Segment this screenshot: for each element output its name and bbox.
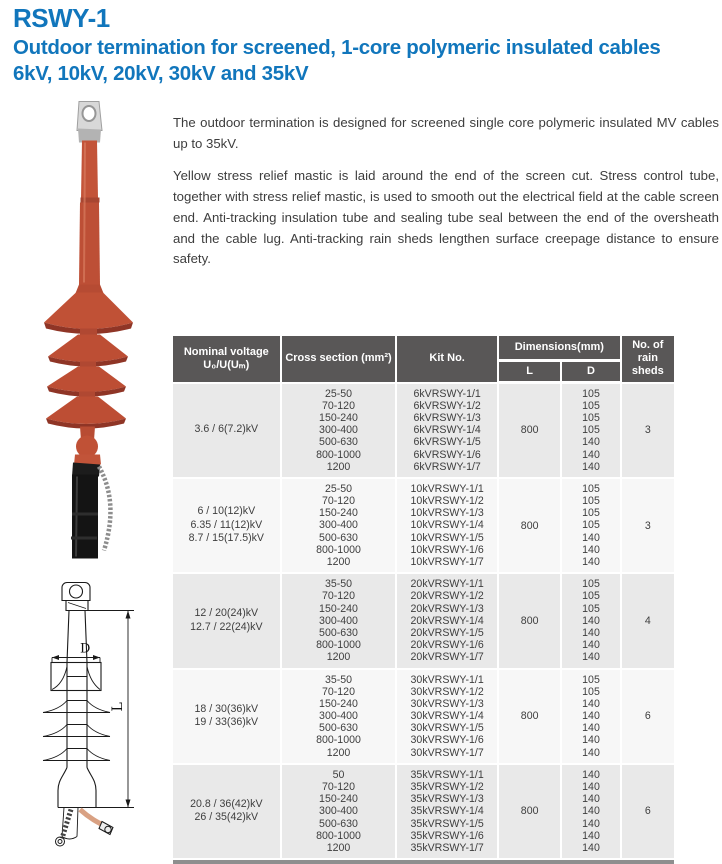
drawing-cables [56,808,114,847]
col-header-voltage [173,336,280,382]
table-line: 35-50 [324,578,353,591]
table-line: 150-240 [319,602,358,615]
table-line: 105 [582,411,600,424]
table-line: 140 [582,626,600,639]
table-line: 1200 [326,556,351,568]
table-line: 105 [582,507,600,520]
termination-body [44,141,133,465]
table-line: 105 [582,602,600,615]
dimension-d [52,655,100,663]
cross-section-cell [282,670,396,763]
table-line: 26 / 35(42)kV [194,811,259,824]
table-line: 300-400 [319,614,358,627]
col-header-dimensions: Dimensions(mm) [499,336,620,359]
table-line: 10kVRSWY-1/2 [410,495,484,508]
table-line: 6kVRSWY-1/6 [413,448,481,461]
rain-sheds-cell: 4 [622,574,674,667]
table-line: 140 [582,436,600,449]
col-header-l: L [499,362,560,381]
diameter-d-cell [562,384,619,477]
page-title-line1: Outdoor termination for screened, 1-core polymeric insulated cables [13,35,661,59]
table-line: 140 [582,543,600,556]
table-line: 35kVRSWY-1/5 [410,817,484,830]
table-line: 500-630 [319,436,358,449]
table-line: 70-120 [321,781,355,793]
table-line: 500-630 [319,531,358,544]
table-line: 800-1000 [316,448,361,461]
description-paragraph-1: The outdoor termination is designed for screened single core polymeric insulated MV cables up to 35kV. [173,115,719,151]
table-line: 6kVRSWY-1/1 [413,387,481,400]
cable-lug [77,102,102,143]
table-line: 800-1000 [316,734,361,747]
table-line: 800-1000 [316,829,361,842]
table-line: 140 [582,746,600,759]
table-line: 70-120 [321,495,355,508]
table-line: 30kVRSWY-1/7 [410,746,484,759]
diameter-d-cell [562,574,619,667]
table-line: 105 [582,424,600,437]
table-line: 150-240 [319,507,358,520]
table-line: 70-120 [321,399,355,412]
termination-photo-illustration [0,97,170,560]
table-line: 19 / 33(36)kV [194,716,259,729]
table-line: 500-630 [319,722,358,735]
table-line: 800-1000 [316,543,361,556]
length-l-cell: 800 [499,670,560,763]
spec-table-grid [173,336,674,858]
table-line: 30kVRSWY-1/5 [410,722,484,735]
cross-section-cell [282,384,396,477]
page-header [13,4,718,88]
table-line: 6kVRSWY-1/4 [413,424,481,437]
cross-section-cell [282,479,396,572]
table-line: 500-630 [319,817,358,830]
table-line: 105 [582,495,600,508]
table-line: 6 / 10(12)kV [197,505,256,518]
table-line: 70-120 [321,685,355,698]
col-header-d: D [562,362,619,381]
table-line: 300-400 [319,710,358,723]
table-line: 6kVRSWY-1/5 [413,436,481,449]
table-line: 300-400 [319,519,358,532]
table-line: 140 [582,710,600,723]
table-line: 105 [582,387,600,400]
table-line: 140 [582,556,600,568]
table-line: 140 [582,460,600,473]
table-line: 105 [582,578,600,591]
diameter-d-cell [562,479,619,572]
table-line: 18 / 30(36)kV [194,702,259,715]
rain-sheds-cell: 6 [622,670,674,763]
table-line: 800-1000 [316,639,361,652]
voltage-cell [173,384,280,477]
rain-sheds-cell: 3 [622,479,674,572]
cross-section-cell [282,765,396,858]
col-header-rain-sheds-line2: rain sheds [631,352,664,378]
dimension-l-label: L [110,702,126,712]
table-line: 1200 [326,841,351,854]
table-line: 10kVRSWY-1/5 [410,531,484,544]
table-bottom-border [173,860,674,864]
table-line: 20kVRSWY-1/1 [410,578,484,591]
rain-sheds-cell: 6 [622,765,674,858]
table-line: 300-400 [319,805,358,818]
table-line: 6.35 / 11(12)kV [190,518,263,531]
table-line: 10kVRSWY-1/6 [410,543,484,556]
table-line: 105 [582,399,600,412]
voltage-cell [173,670,280,763]
drawing-lug [62,583,90,611]
table-line: 20kVRSWY-1/2 [410,590,484,603]
earth-braid [99,467,110,551]
table-line: 50 [332,768,345,781]
voltage-cell [173,479,280,572]
table-line: 30kVRSWY-1/3 [410,697,484,710]
dimension-d-label: D [80,641,91,657]
table-line: 35kVRSWY-1/7 [410,841,484,854]
table-line: 35-50 [324,673,353,686]
page-title [13,35,718,88]
table-line: 140 [582,639,600,652]
table-line: 20.8 / 36(42)kV [190,797,263,810]
table-line: 140 [582,829,600,842]
table-line: 6kVRSWY-1/7 [413,460,481,473]
table-line: 140 [582,817,600,830]
kit-no-cell [397,574,497,667]
col-header-voltage-line1: Nominal voltage [183,345,269,358]
kit-no-cell [397,384,497,477]
kit-no-cell [397,479,497,572]
col-header-kit-no: Kit No. [397,336,497,382]
table-line: 30kVRSWY-1/6 [410,734,484,747]
table-line: 300-400 [319,424,358,437]
table-line: 35kVRSWY-1/6 [410,829,484,842]
table-line: 35kVRSWY-1/2 [410,781,484,793]
table-line: 30kVRSWY-1/1 [410,673,484,686]
length-l-cell: 800 [499,479,560,572]
voltage-cell [173,574,280,667]
table-line: 25-50 [324,387,353,400]
table-line: 6kVRSWY-1/3 [413,411,481,424]
cable-end [71,463,110,559]
table-line: 8.7 / 15(17.5)kV [188,532,265,545]
kit-no-cell [397,670,497,763]
spec-table [173,336,674,864]
table-line: 10kVRSWY-1/7 [410,556,484,568]
col-header-voltage-line2: U₀/U(Uₘ) [203,358,250,371]
table-line: 1200 [326,746,351,759]
table-line: 30kVRSWY-1/2 [410,685,484,698]
termination-outline-drawing [18,572,170,848]
table-line: 500-630 [319,626,358,639]
table-line: 140 [582,734,600,747]
table-line: 140 [582,841,600,854]
diameter-d-cell [562,765,619,858]
table-line: 70-120 [321,590,355,603]
table-line: 150-240 [319,697,358,710]
table-line: 105 [582,673,600,686]
col-header-rain-sheds [622,336,674,382]
description-paragraph-2: Yellow stress relief mastic is laid around the end of the screen cut. Stress control tube, together with stress relief mastic, is used to smooth out the electrical field at the cable screen end. Anti-tracking insulation tube and sealing tube seal between the end of the oversheath and the cable lug. Anti-tracking rain sheds lengthen surface creepage distance to ensure safety. [173,168,719,267]
table-line: 30kVRSWY-1/4 [410,710,484,723]
table-line: 140 [582,651,600,664]
table-line: 12.7 / 22(24)kV [190,620,263,633]
table-line: 12 / 20(24)kV [194,607,259,620]
length-l-cell: 800 [499,574,560,667]
table-line: 105 [582,685,600,698]
table-line: 140 [582,722,600,735]
table-line: 140 [582,448,600,461]
table-line: 150-240 [319,793,358,806]
table-line: 20kVRSWY-1/5 [410,626,484,639]
table-line: 6kVRSWY-1/2 [413,399,481,412]
table-line: 35kVRSWY-1/3 [410,793,484,806]
rain-sheds-cell: 3 [622,384,674,477]
table-line: 1200 [326,651,351,664]
table-line: 140 [582,805,600,818]
table-line: 105 [582,590,600,603]
table-line: 20kVRSWY-1/6 [410,639,484,652]
table-line: 35kVRSWY-1/4 [410,805,484,818]
table-line: 20kVRSWY-1/3 [410,602,484,615]
product-code: RSWY-1 [13,3,110,33]
product-description [173,113,719,282]
length-l-cell: 800 [499,384,560,477]
table-line: 140 [582,697,600,710]
table-line: 35kVRSWY-1/1 [410,768,484,781]
rain-sheds [44,293,133,429]
product-photo [0,97,170,560]
table-line: 140 [582,768,600,781]
table-line: 20kVRSWY-1/4 [410,614,484,627]
table-line: 10kVRSWY-1/1 [410,482,484,495]
table-line: 105 [582,482,600,495]
table-line: 105 [582,519,600,532]
table-line: 3.6 / 6(7.2)kV [194,423,259,436]
col-header-rain-sheds-line1: No. of [632,339,664,351]
table-line: 10kVRSWY-1/3 [410,507,484,520]
dimension-drawing [18,572,170,848]
diameter-d-cell [562,670,619,763]
voltage-cell [173,765,280,858]
drawing-body [43,611,110,808]
kit-no-cell [397,765,497,858]
col-header-cross-section: Cross section (mm²) [282,336,396,382]
table-line: 150-240 [319,411,358,424]
table-line: 20kVRSWY-1/7 [410,651,484,664]
table-line: 140 [582,781,600,793]
length-l-cell: 800 [499,765,560,858]
table-line: 25-50 [324,482,353,495]
table-line: 140 [582,793,600,806]
page-title-line2: 6kV, 10kV, 20kV, 30kV and 35kV [13,62,309,86]
table-line: 140 [582,531,600,544]
cross-section-cell [282,574,396,667]
table-line: 1200 [326,460,351,473]
table-line: 10kVRSWY-1/4 [410,519,484,532]
table-line: 140 [582,614,600,627]
